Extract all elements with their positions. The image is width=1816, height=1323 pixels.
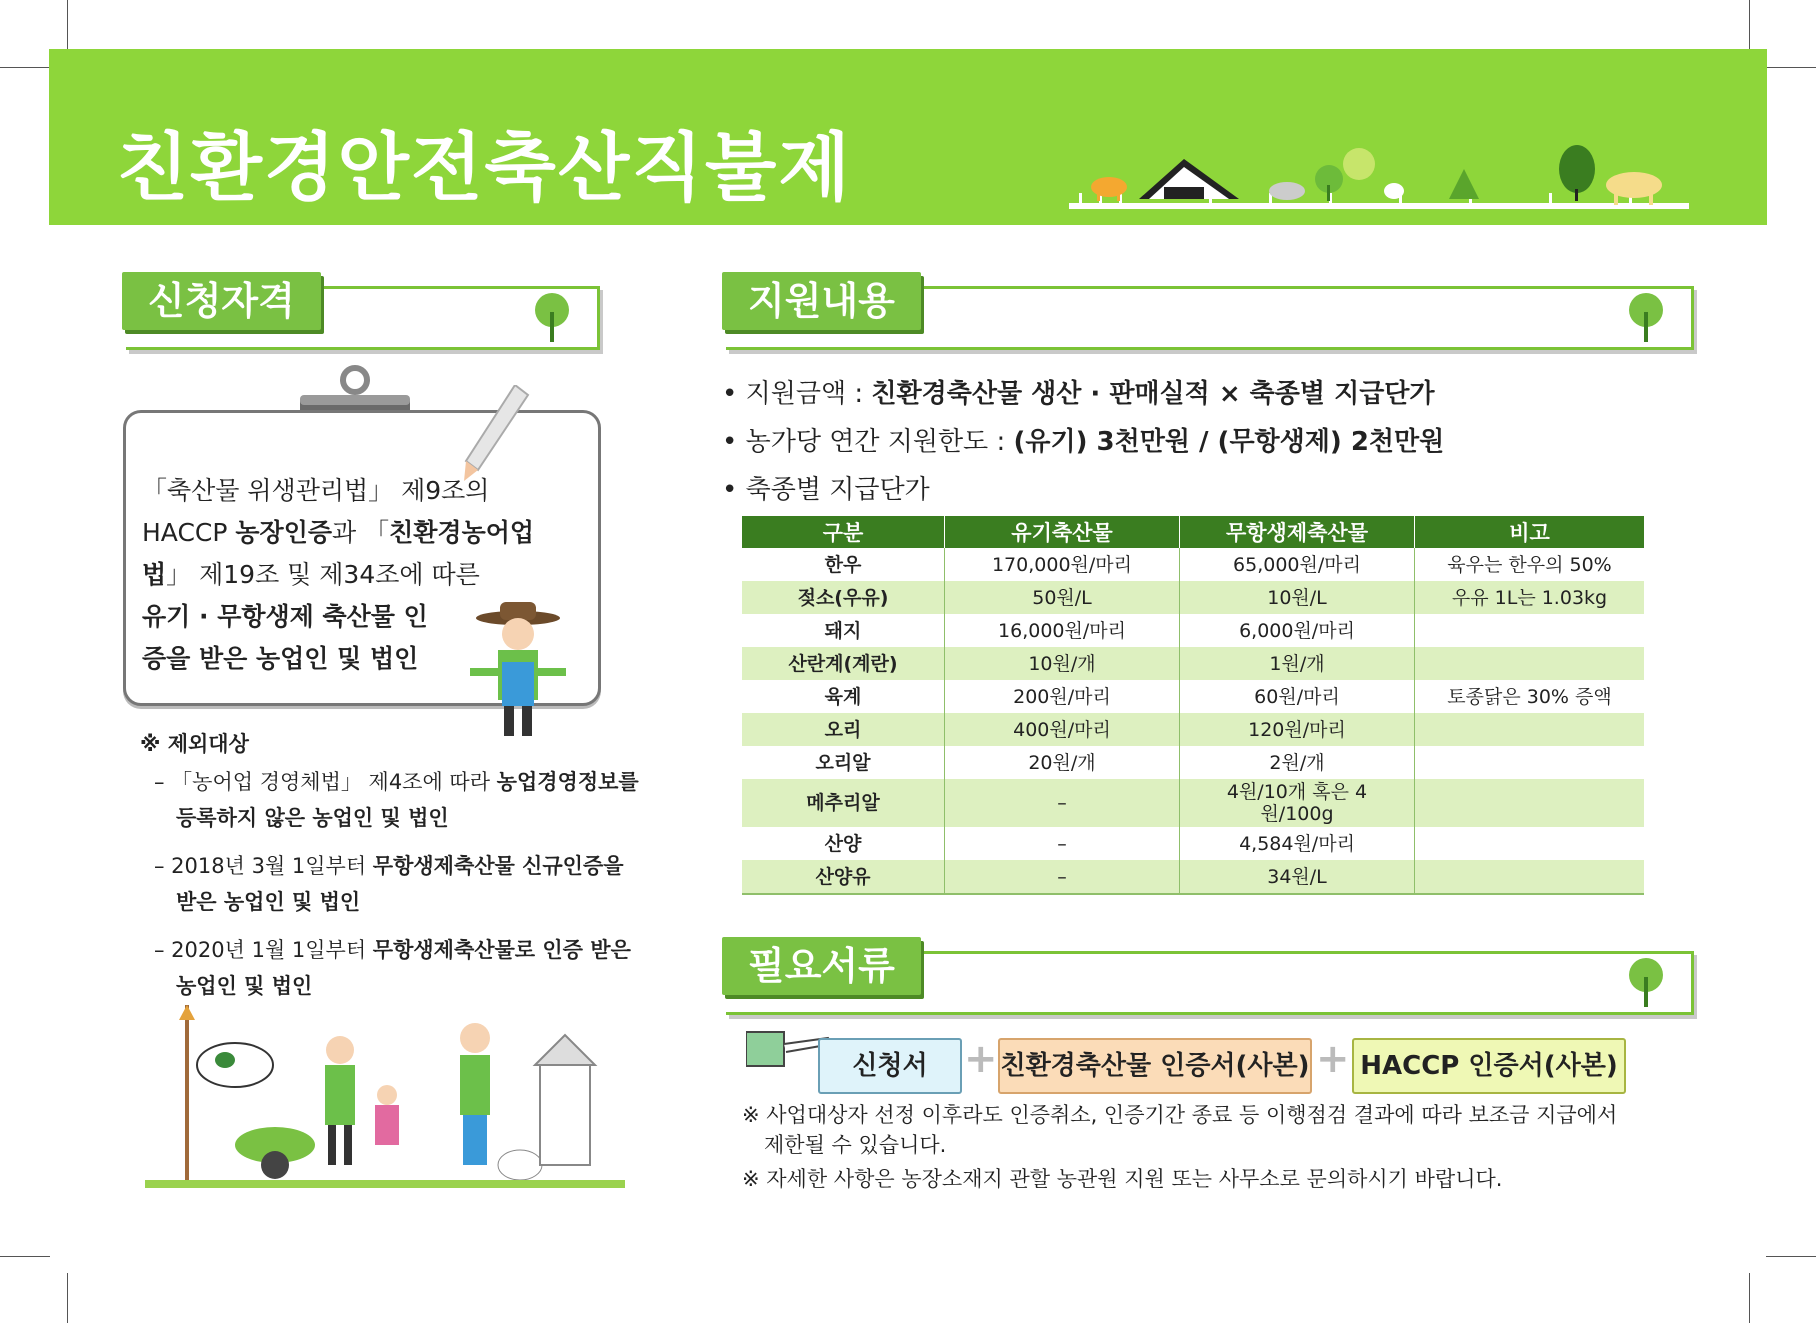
- qualification-text: 「축산물 위생관리법」 제9조의 HACCP 농장인증과 「친환경농어업법」 제19조 및 제34조에 따른 유기 · 무항생제 축산물 인증을 받은 농업인 및 법인: [142, 476, 535, 673]
- qualification-header: [122, 272, 600, 352]
- tree-icon: [1624, 292, 1668, 344]
- table-row: 산양유 – 34원/L: [742, 860, 1644, 894]
- documents-notes: [742, 1100, 1642, 1198]
- table-row: 메추리알 – 4원/10개 혹은 4원/100g: [742, 779, 1644, 827]
- table-row: 오리알 20원/개 2원/개: [742, 746, 1644, 779]
- crop-mark: [1766, 67, 1816, 68]
- title-banner: [49, 49, 1767, 225]
- crop-mark: [1766, 1256, 1816, 1257]
- documents-tab: 필요서류: [722, 937, 921, 995]
- note: ※ 사업대상자 선정 이후라도 인증취소, 인증기간 종료 등 이행점검 결과에 따라 보조금 지급에서 제한될 수 있습니다.: [742, 1103, 1618, 1157]
- table-row: 산란계(계란) 10원/개 1원/개: [742, 647, 1644, 680]
- support-tab: 지원내용: [722, 272, 921, 330]
- documents-header: [722, 937, 1694, 1017]
- exclusion-item: – 2020년 1월 1일부터 무항생제축산물로 인증 받은 농업인 및 법인: [154, 938, 631, 998]
- table-row: 젖소(우유) 50원/L 10원/L 우유 1L는 1.03kg: [742, 581, 1644, 614]
- page-title: 친환경안전축산직불제: [117, 125, 852, 211]
- support-amount-line: • 지원금액 : 친환경축산물 생산 · 판매실적 × 축종별 지급단가: [722, 379, 1435, 409]
- support-rate-line: • 축종별 지급단가: [722, 475, 930, 505]
- exclusion-item: – 2018년 3월 1일부터 무항생제축산물 신규인증을 받은 농업인 및 법인: [154, 854, 624, 914]
- table-row: 오리 400원/마리 120원/마리: [742, 713, 1644, 746]
- crop-mark: [1749, 0, 1750, 50]
- support-header: [722, 272, 1694, 352]
- crop-mark: [1749, 1273, 1750, 1323]
- exclusion-item: – 「농어업 경영체법」 제4조에 따라 농업경영정보를 등록하지 않은 농업인 및 법인: [154, 770, 639, 830]
- table-row: 육계 200원/마리 60원/마리 토종닭은 30% 증액: [742, 680, 1644, 713]
- note: ※ 자세한 사항은 농장소재지 관할 농관원 지원 또는 사무소로 문의하시기 바랍니다.: [742, 1167, 1503, 1191]
- plus-sign: +: [1316, 1036, 1350, 1082]
- table-row: 산양 – 4,584원/마리: [742, 827, 1644, 860]
- column-header: 비고: [1415, 516, 1645, 548]
- column-header: 유기축산물: [945, 516, 1180, 548]
- crop-mark: [67, 1273, 68, 1323]
- table-row: 한우 170,000원/마리 65,000원/마리 육우는 한우의 50%: [742, 548, 1644, 581]
- plus-sign: +: [964, 1036, 998, 1082]
- exclusion-section: [140, 728, 640, 1016]
- rate-table: [742, 516, 1644, 895]
- tree-icon: [1624, 957, 1668, 1009]
- table-row: 돼지 16,000원/마리 6,000원/마리: [742, 614, 1644, 647]
- column-header: 구분: [742, 516, 945, 548]
- document-eco-certificate: 친환경축산물 인증서(사본): [998, 1038, 1312, 1094]
- tree-icon: [530, 292, 574, 344]
- crop-mark: [0, 1256, 50, 1257]
- column-header: 무항생제축산물: [1180, 516, 1415, 548]
- farm-illustration: [1069, 109, 1689, 219]
- qualification-tab: 신청자격: [122, 272, 321, 330]
- exclusion-title: ※ 제외대상: [140, 732, 249, 756]
- farmer-illustration: [460, 600, 580, 740]
- farm-family-illustration: [145, 1005, 625, 1195]
- crop-mark: [67, 0, 68, 50]
- document-haccp-certificate: HACCP 인증서(사본): [1352, 1038, 1626, 1094]
- support-limit-line: • 농가당 연간 지원한도 : (유기) 3천만원 / (무항생제) 2천만원: [722, 427, 1445, 457]
- document-application: 신청서: [818, 1038, 962, 1094]
- support-summary: [722, 370, 1672, 514]
- crop-mark: [0, 67, 50, 68]
